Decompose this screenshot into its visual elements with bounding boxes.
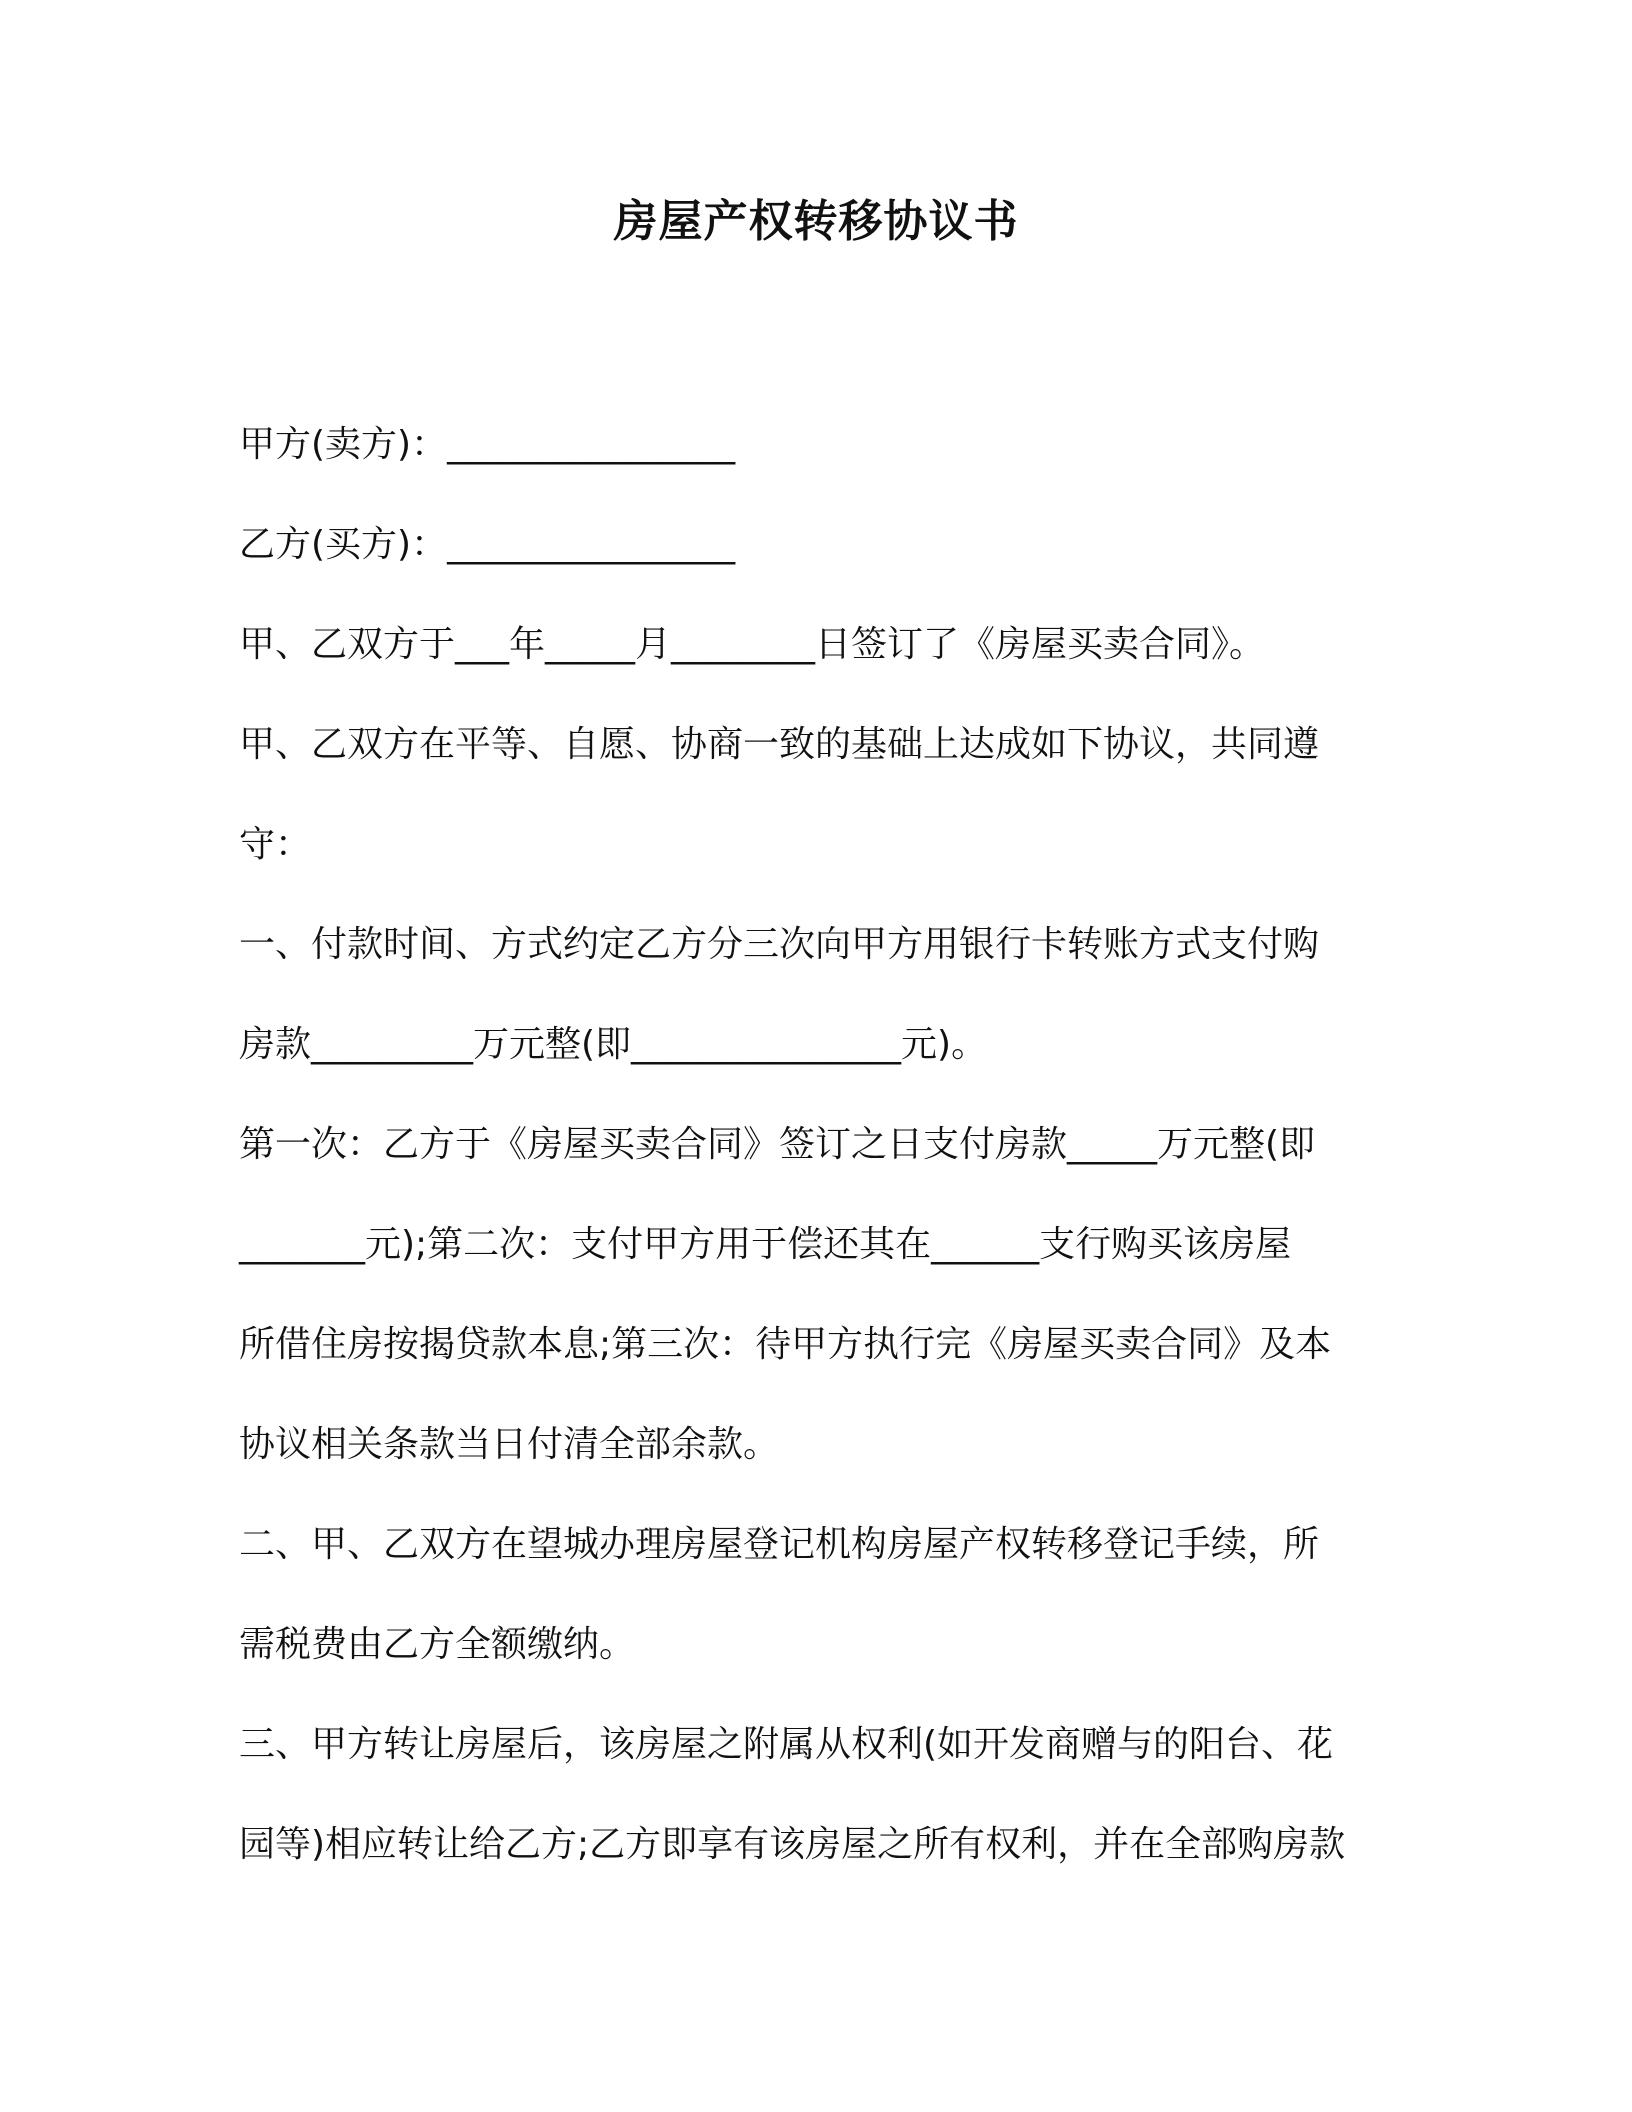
party-b-buyer-line: 乙方(买方)：________________ [239, 524, 736, 565]
agreement-intro-line-1: 甲、乙双方在平等、自愿、协商一致的基础上达成如下协议，共同遵 [239, 724, 1320, 765]
clause-1-line-2: 房款_________万元整(即_______________元)。 [239, 1024, 988, 1065]
agreement-intro-line-2: 守： [239, 824, 312, 865]
clause-1-payment-line-2: _______元);第二次：支付甲方用于偿还其在______支行购买该房屋 [239, 1224, 1292, 1265]
clause-2-line-2: 需税费由乙方全额缴纳。 [239, 1624, 636, 1665]
party-a-seller-line: 甲方(卖方)：________________ [239, 424, 736, 465]
clause-1-payment-line-1: 第一次：乙方于《房屋买卖合同》签订之日支付房款_____万元整(即 [239, 1124, 1316, 1165]
clause-3-line-2: 园等)相应转让给乙方;乙方即享有该房屋之所有权利，并在全部购房款 [239, 1824, 1346, 1865]
clause-1-payment-line-4: 协议相关条款当日付清全部余款。 [239, 1424, 780, 1465]
clause-2-line-1: 二、甲、乙双方在望城办理房屋登记机构房屋产权转移登记手续，所 [239, 1524, 1320, 1565]
document-title: 房屋产权转移协议书 [613, 196, 1019, 247]
clause-1-payment-line-3: 所借住房按揭贷款本息;第三次：待甲方执行完《房屋买卖合同》及本 [239, 1324, 1332, 1365]
clause-1-line-1: 一、付款时间、方式约定乙方分三次向甲方用银行卡转账方式支付购 [239, 924, 1320, 965]
clause-3-line-1: 三、甲方转让房屋后，该房屋之附属从权利(如开发商赠与的阳台、花 [239, 1724, 1334, 1765]
contract-date-line: 甲、乙双方于___年_____月________日签订了《房屋买卖合同》。 [239, 624, 1266, 665]
